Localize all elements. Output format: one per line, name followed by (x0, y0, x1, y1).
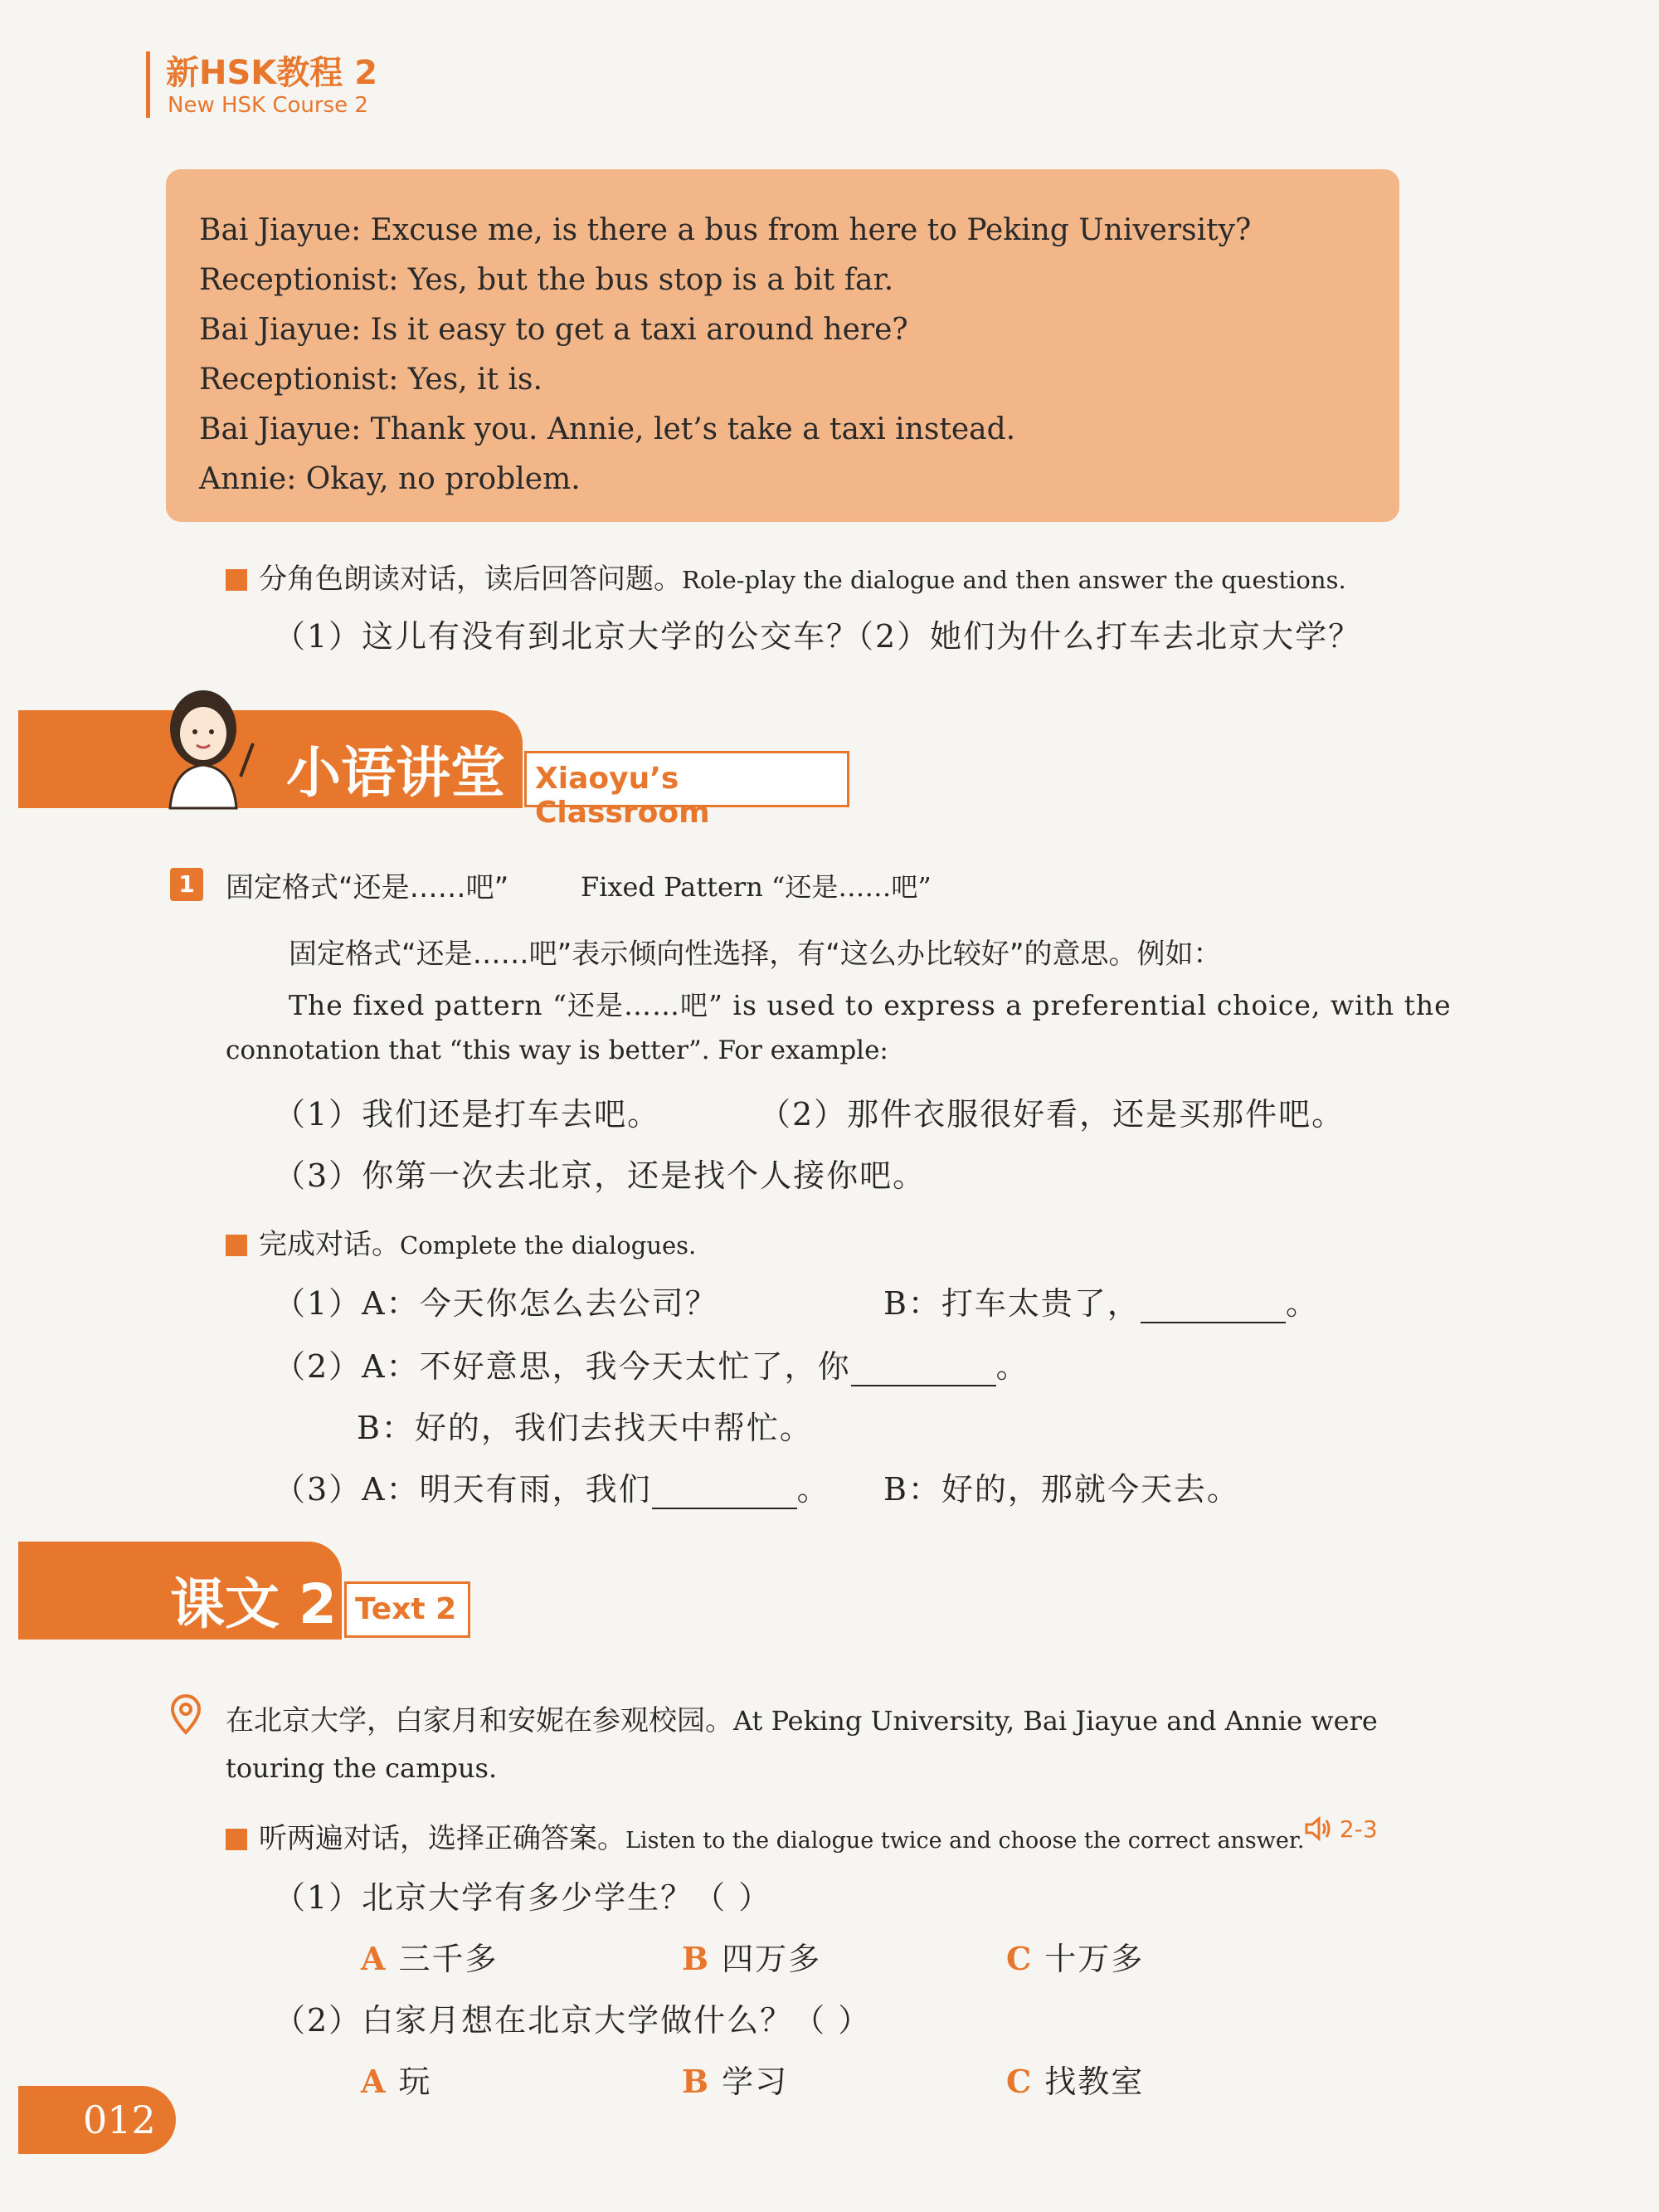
dialogue-2-b: B：好的，我们去找天中帮忙。 (357, 1410, 813, 1446)
roleplay-instruction: 分角色朗读对话，读后回答问题。Role-play the dialogue and then answer the questions. (226, 556, 1346, 597)
bullet-square-icon (226, 1829, 247, 1850)
dialogue-1-b: B：打车太贵了， 。 (883, 1285, 1319, 1322)
text2-label: Text 2 (344, 1581, 470, 1638)
dialogue-line: Bai Jiayue: Is it easy to get a taxi around here? (199, 313, 908, 347)
bullet-square-icon (226, 1235, 247, 1256)
roleplay-question-1: （1）这儿有没有到北京大学的公交车？ (274, 618, 860, 655)
listen-question-1: （1）北京大学有多少学生？（ ） (274, 1879, 772, 1916)
q1-option-a[interactable]: A 三千多 (361, 1940, 499, 1977)
pattern-explanation-en-2: connotation that “this way is better”. For example: (226, 1035, 888, 1065)
audio-track[interactable]: 2-3 (1304, 1815, 1378, 1843)
pattern-explanation-en-1: The fixed pattern “还是……吧” is used to express a preferential choice, with the (289, 989, 1452, 1021)
dialogue-line: Bai Jiayue: Thank you. Annie, let’s take a taxi instead. (199, 412, 1016, 446)
roleplay-question-2: （2）她们为什么打车去北京大学？ (842, 618, 1362, 655)
dialogue-translation-box (166, 169, 1399, 522)
dialogue-line: Bai Jiayue: Excuse me, is there a bus from here to Peking University? (199, 213, 1252, 247)
dialogue-line: Annie: Okay, no problem. (199, 462, 581, 496)
q2-option-b[interactable]: B 学习 (682, 2063, 789, 2100)
text2-title: 课文 2 (170, 1572, 337, 1636)
pattern-heading-cn: 固定格式“还是……吧” (226, 871, 509, 904)
dialogue-2-a: （2）A：不好意思，我今天太忙了，你 。 (274, 1348, 1029, 1385)
book-title: 新HSK教程 2 (166, 54, 378, 92)
page-number: 012 (83, 2098, 156, 2142)
complete-instruction: 完成对话。Complete the dialogues. (226, 1221, 696, 1262)
q1-option-b[interactable]: B 四万多 (682, 1940, 822, 1977)
location-pin-icon (170, 1694, 202, 1736)
dialogue-line: Receptionist: Yes, it is. (199, 363, 542, 397)
dialogue-3-a: （3）A：明天有雨，我们 。 (274, 1471, 830, 1508)
q2-option-a[interactable]: A 玩 (361, 2063, 432, 2100)
speaker-icon (1304, 1816, 1332, 1841)
pattern-heading-en: Fixed Pattern “还是……吧” (581, 871, 932, 903)
example-3: （3）你第一次去北京，还是找个人接你吧。 (274, 1157, 927, 1194)
example-1: （1）我们还是打车去吧。 (274, 1096, 661, 1133)
answer-blank[interactable] (1141, 1289, 1286, 1323)
answer-blank[interactable] (851, 1352, 996, 1386)
dialogue-line: Receptionist: Yes, but the bus stop is a bit far. (199, 263, 894, 297)
listen-question-2: （2）白家月想在北京大学做什么？（ ） (274, 2002, 872, 2039)
dialogue-1-a: （1）A：今天你怎么去公司？ (274, 1285, 718, 1322)
item-number-badge: 1 (170, 868, 203, 901)
q2-option-c[interactable]: C 找教室 (1006, 2063, 1145, 2100)
book-subtitle: New HSK Course 2 (168, 93, 368, 118)
example-2: （2）那件衣服很好看，还是买那件吧。 (759, 1096, 1345, 1133)
dialogue-3-b: B：好的，那就今天去。 (883, 1471, 1240, 1508)
answer-blank[interactable] (652, 1474, 797, 1509)
q1-option-c[interactable]: C 十万多 (1006, 1940, 1145, 1977)
location-line-1: 在北京大学，白家月和安妮在参观校园。At Peking University, Bai Jiayue and Annie were (226, 1704, 1378, 1737)
classroom-title: 小语讲堂 (286, 741, 505, 805)
listen-instruction: 听两遍对话，选择正确答案。Listen to the dialogue twice and choose the correct answer. (226, 1815, 1304, 1856)
xiaoyu-character-icon (137, 685, 270, 810)
classroom-label: Xiaoyu’s Classroom (524, 751, 849, 807)
header-accent-bar (146, 51, 150, 118)
location-line-2: touring the campus. (226, 1752, 498, 1784)
bullet-square-icon (226, 569, 247, 591)
pattern-explanation-cn: 固定格式“还是……吧”表示倾向性选择，有“这么办比较好”的意思。例如： (289, 938, 1222, 971)
